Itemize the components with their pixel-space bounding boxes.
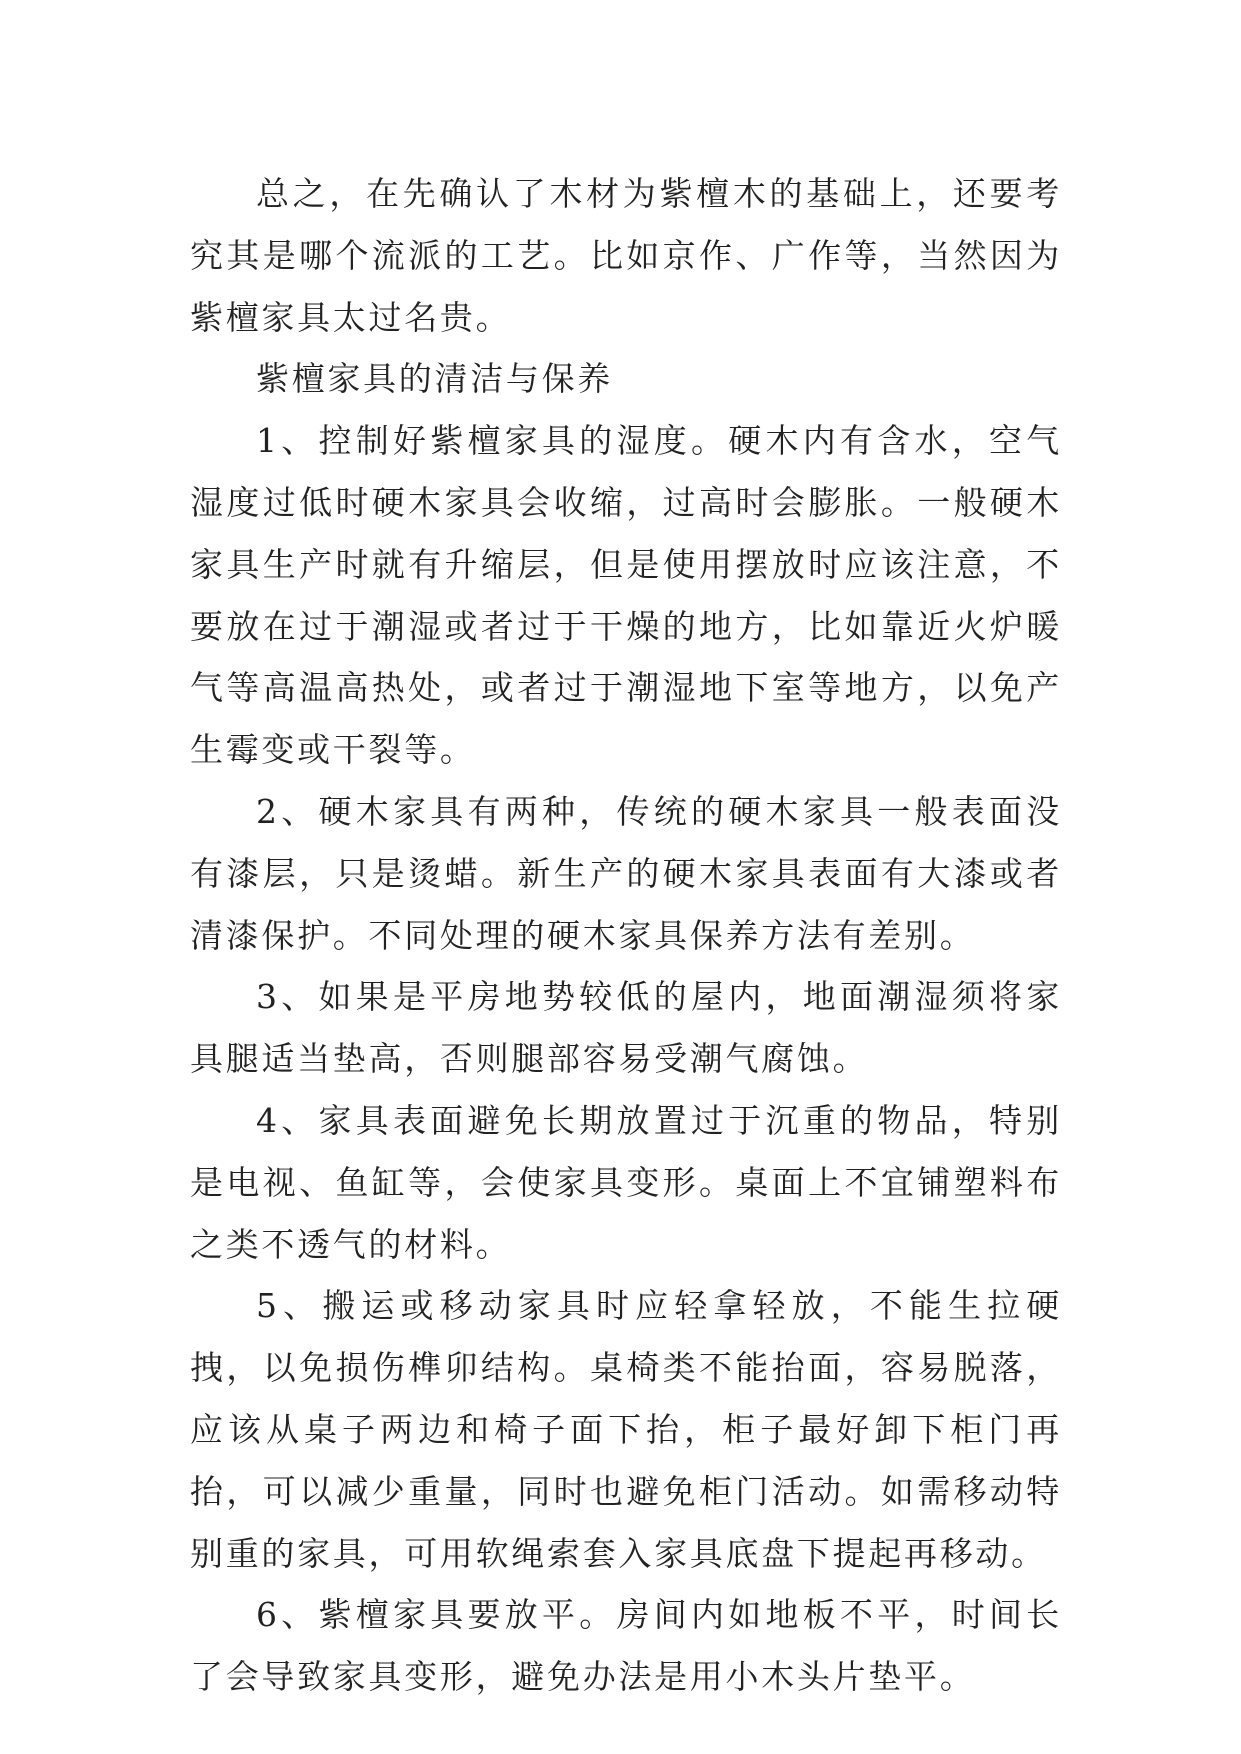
paragraph-item-3: 3、如果是平房地势较低的屋内，地面潮湿须将家具腿适当垫高，否则腿部容易受潮气腐蚀。 (190, 977, 1062, 1079)
paragraph-item-4: 4、家具表面避免长期放置过于沉重的物品，特别是电视、鱼缸等，会使家具变形。桌面上不宜铺塑料布之类不透气的材料。 (190, 1100, 1062, 1264)
paragraph-summary: 总之，在先确认了木材为紫檀木的基础上，还要考究其是哪个流派的工艺。比如京作、广作等，当然因为紫檀家具太过名贵。 (190, 174, 1062, 337)
section-heading: 紫檀家具的清洁与保养 (256, 359, 613, 399)
paragraph-item-2: 2、硬木家具有两种，传统的硬木家具一般表面没有漆层，只是烫蜡。新生产的硬木家具表面有大漆或者清漆保护。不同处理的硬木家具保养方法有差别。 (190, 791, 1062, 955)
paragraph-item-5: 5、搬运或移动家具时应轻拿轻放，不能生拉硬拽，以免损伤榫卯结构。桌椅类不能抬面，容易脱落，应该从桌子两边和椅子面下抬，柜子最好卸下柜门再抬，可以减少重量，同时也避免柜门活动。如需移动特别重的家具，可用软绳索套入家具底盘下提起再移动。 (190, 1286, 1062, 1573)
paragraph-item-6: 6、紫檀家具要放平。房间内如地板不平，时间长了会导致家具变形，避免办法是用小木头片垫平。 (190, 1595, 1062, 1697)
document-body (190, 163, 1062, 1708)
paragraph-item-1: 1、控制好紫檀家具的湿度。硬木内有含水，空气湿度过低时硬木家具会收缩，过高时会膨胀。一般硬木家具生产时就有升缩层，但是使用摆放时应该注意，不要放在过于潮湿或者过于干燥的地方，比如靠近火炉暖气等高温高热处，或者过于潮湿地下室等地方，以免产生霉变或干裂等。 (190, 421, 1062, 770)
